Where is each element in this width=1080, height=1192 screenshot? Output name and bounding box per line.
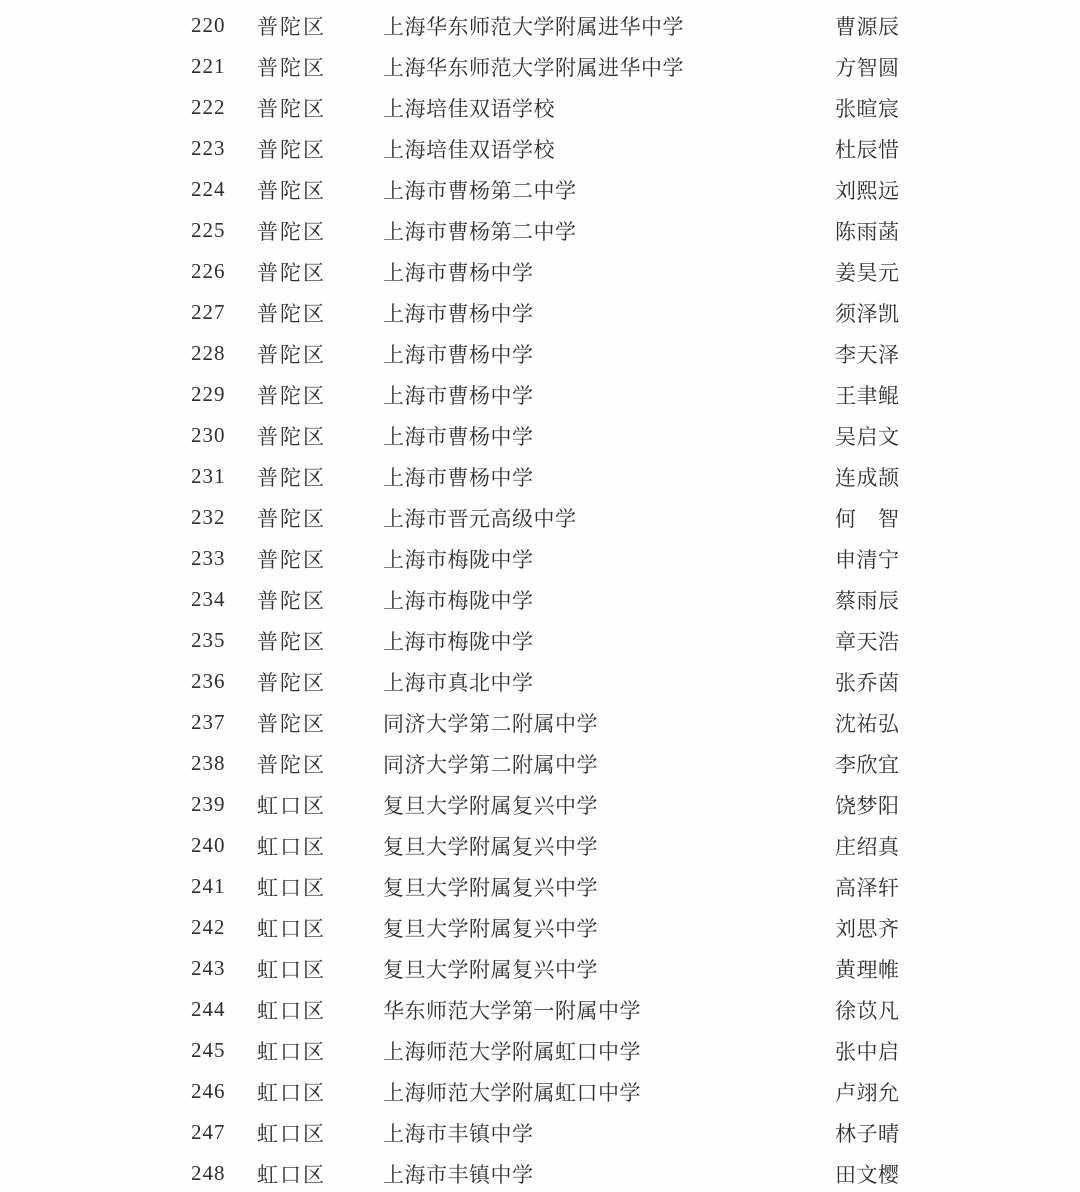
district-cell: 虹口区 xyxy=(257,1039,326,1064)
district-cell: 虹口区 xyxy=(257,834,326,859)
table-row xyxy=(0,415,1080,456)
student-name-cell: 连成颉 xyxy=(835,465,900,490)
district-cell: 虹口区 xyxy=(257,875,326,900)
table-row xyxy=(0,989,1080,1030)
student-name-cell: 杜辰惜 xyxy=(835,137,900,162)
school-cell: 上海市曹杨第二中学 xyxy=(383,219,577,244)
student-name-cell: 刘思齐 xyxy=(835,916,900,941)
student-name-cell: 饶梦阳 xyxy=(835,793,900,818)
row-number-cell: 222 xyxy=(191,95,226,119)
student-name-cell: 林子晴 xyxy=(835,1121,900,1146)
row-number-cell: 227 xyxy=(191,300,226,324)
row-number-cell: 244 xyxy=(191,997,226,1021)
row-number-cell: 247 xyxy=(191,1120,226,1144)
table-row xyxy=(0,702,1080,743)
table-row xyxy=(0,456,1080,497)
row-number-cell: 224 xyxy=(191,177,226,201)
row-number-cell: 225 xyxy=(191,218,226,242)
district-cell: 虹口区 xyxy=(257,793,326,818)
school-cell: 上海培佳双语学校 xyxy=(383,137,555,162)
table-row xyxy=(0,210,1080,251)
student-name-cell: 李欣宜 xyxy=(835,752,900,777)
school-cell: 上海市丰镇中学 xyxy=(383,1121,534,1146)
student-name-cell: 姜昊元 xyxy=(835,260,900,285)
row-number-cell: 246 xyxy=(191,1079,226,1103)
row-number-cell: 220 xyxy=(191,13,226,37)
row-number-cell: 243 xyxy=(191,956,226,980)
student-name-cell: 蔡雨辰 xyxy=(835,588,900,613)
district-cell: 虹口区 xyxy=(257,1080,326,1105)
table-row xyxy=(0,251,1080,292)
school-cell: 复旦大学附属复兴中学 xyxy=(383,957,598,982)
row-number-cell: 223 xyxy=(191,136,226,160)
student-name-cell: 张暄宸 xyxy=(835,96,900,121)
table-row xyxy=(0,1153,1080,1192)
district-cell: 普陀区 xyxy=(257,219,326,244)
school-cell: 同济大学第二附属中学 xyxy=(383,711,598,736)
student-name-cell: 张中启 xyxy=(835,1039,900,1064)
student-name-cell: 高泽轩 xyxy=(835,875,900,900)
table-row xyxy=(0,374,1080,415)
school-cell: 复旦大学附属复兴中学 xyxy=(383,875,598,900)
table-row xyxy=(0,948,1080,989)
district-cell: 虹口区 xyxy=(257,1162,326,1187)
district-cell: 普陀区 xyxy=(257,55,326,80)
student-name-cell: 须泽凯 xyxy=(835,301,900,326)
row-number-cell: 221 xyxy=(191,54,226,78)
district-cell: 普陀区 xyxy=(257,629,326,654)
district-cell: 虹口区 xyxy=(257,916,326,941)
school-cell: 上海市曹杨中学 xyxy=(383,465,534,490)
student-name-cell: 陈雨菡 xyxy=(835,219,900,244)
student-name-cell: 王聿鲲 xyxy=(835,383,900,408)
row-number-cell: 229 xyxy=(191,382,226,406)
table-row xyxy=(0,1071,1080,1112)
student-name-cell: 刘熙远 xyxy=(835,178,900,203)
table-row xyxy=(0,743,1080,784)
school-cell: 上海市丰镇中学 xyxy=(383,1162,534,1187)
student-name-cell: 章天浩 xyxy=(835,629,900,654)
student-name-cell: 申清宁 xyxy=(835,547,900,572)
district-cell: 普陀区 xyxy=(257,260,326,285)
school-cell: 上海市曹杨中学 xyxy=(383,260,534,285)
school-cell: 上海华东师范大学附属进华中学 xyxy=(383,55,684,80)
school-cell: 华东师范大学第一附属中学 xyxy=(383,998,641,1023)
district-cell: 普陀区 xyxy=(257,588,326,613)
table-row xyxy=(0,661,1080,702)
table-row xyxy=(0,538,1080,579)
row-number-cell: 242 xyxy=(191,915,226,939)
school-cell: 上海市梅陇中学 xyxy=(383,547,534,572)
table-row xyxy=(0,169,1080,210)
district-cell: 普陀区 xyxy=(257,670,326,695)
school-cell: 复旦大学附属复兴中学 xyxy=(383,916,598,941)
table-row xyxy=(0,579,1080,620)
district-cell: 虹口区 xyxy=(257,957,326,982)
school-cell: 上海师范大学附属虹口中学 xyxy=(383,1080,641,1105)
table-row xyxy=(0,497,1080,538)
row-number-cell: 235 xyxy=(191,628,226,652)
row-number-cell: 232 xyxy=(191,505,226,529)
student-name-cell: 曹源辰 xyxy=(835,14,900,39)
row-number-cell: 233 xyxy=(191,546,226,570)
student-name-cell: 黄理帷 xyxy=(835,957,900,982)
row-number-cell: 228 xyxy=(191,341,226,365)
table-row xyxy=(0,1112,1080,1153)
table-row xyxy=(0,1030,1080,1071)
table-row xyxy=(0,46,1080,87)
school-cell: 上海市曹杨第二中学 xyxy=(383,178,577,203)
school-cell: 上海市曹杨中学 xyxy=(383,424,534,449)
table-row xyxy=(0,866,1080,907)
district-cell: 普陀区 xyxy=(257,752,326,777)
student-name-cell: 张乔茵 xyxy=(835,670,900,695)
table-row xyxy=(0,784,1080,825)
row-number-cell: 239 xyxy=(191,792,226,816)
row-number-cell: 234 xyxy=(191,587,226,611)
school-cell: 上海市曹杨中学 xyxy=(383,342,534,367)
table-row xyxy=(0,87,1080,128)
table-row xyxy=(0,907,1080,948)
district-cell: 普陀区 xyxy=(257,424,326,449)
row-number-cell: 248 xyxy=(191,1161,226,1185)
row-number-cell: 238 xyxy=(191,751,226,775)
student-name-cell: 沈祐弘 xyxy=(835,711,900,736)
school-cell: 同济大学第二附属中学 xyxy=(383,752,598,777)
student-name-cell: 徐苡凡 xyxy=(835,998,900,1023)
district-cell: 普陀区 xyxy=(257,14,326,39)
district-cell: 普陀区 xyxy=(257,342,326,367)
district-cell: 虹口区 xyxy=(257,998,326,1023)
district-cell: 普陀区 xyxy=(257,301,326,326)
school-cell: 复旦大学附属复兴中学 xyxy=(383,834,598,859)
student-name-cell: 何 智 xyxy=(835,506,900,531)
district-cell: 普陀区 xyxy=(257,137,326,162)
school-cell: 复旦大学附属复兴中学 xyxy=(383,793,598,818)
row-number-cell: 240 xyxy=(191,833,226,857)
school-cell: 上海市梅陇中学 xyxy=(383,629,534,654)
row-number-cell: 241 xyxy=(191,874,226,898)
school-cell: 上海市曹杨中学 xyxy=(383,383,534,408)
row-number-cell: 226 xyxy=(191,259,226,283)
school-cell: 上海华东师范大学附属进华中学 xyxy=(383,14,684,39)
student-name-cell: 庄绍真 xyxy=(835,834,900,859)
student-name-cell: 吴启文 xyxy=(835,424,900,449)
row-number-cell: 230 xyxy=(191,423,226,447)
student-name-cell: 卢翊允 xyxy=(835,1080,900,1105)
table-row xyxy=(0,5,1080,46)
table-row xyxy=(0,825,1080,866)
table-row xyxy=(0,620,1080,661)
row-number-cell: 237 xyxy=(191,710,226,734)
table-row xyxy=(0,128,1080,169)
student-name-cell: 李天泽 xyxy=(835,342,900,367)
row-number-cell: 245 xyxy=(191,1038,226,1062)
row-number-cell: 236 xyxy=(191,669,226,693)
student-name-cell: 方智圆 xyxy=(835,55,900,80)
district-cell: 普陀区 xyxy=(257,465,326,490)
district-cell: 普陀区 xyxy=(257,383,326,408)
student-name-cell: 田文樱 xyxy=(835,1162,900,1187)
district-cell: 虹口区 xyxy=(257,1121,326,1146)
school-cell: 上海市梅陇中学 xyxy=(383,588,534,613)
school-cell: 上海市真北中学 xyxy=(383,670,534,695)
school-cell: 上海培佳双语学校 xyxy=(383,96,555,121)
school-cell: 上海师范大学附属虹口中学 xyxy=(383,1039,641,1064)
district-cell: 普陀区 xyxy=(257,178,326,203)
table-row xyxy=(0,333,1080,374)
school-cell: 上海市曹杨中学 xyxy=(383,301,534,326)
district-cell: 普陀区 xyxy=(257,96,326,121)
district-cell: 普陀区 xyxy=(257,711,326,736)
row-number-cell: 231 xyxy=(191,464,226,488)
district-cell: 普陀区 xyxy=(257,547,326,572)
school-cell: 上海市晋元高级中学 xyxy=(383,506,577,531)
table-row xyxy=(0,292,1080,333)
district-cell: 普陀区 xyxy=(257,506,326,531)
